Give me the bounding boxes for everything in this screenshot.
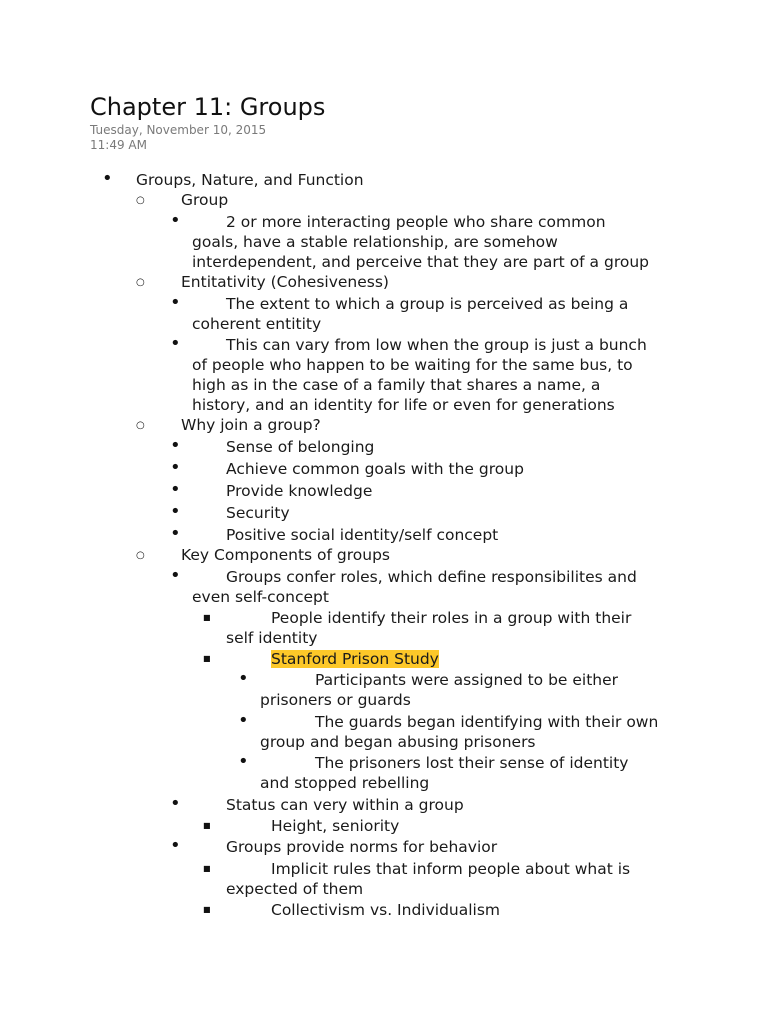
bullet-square-icon xyxy=(203,899,211,920)
bullet-dot-icon xyxy=(170,458,181,478)
list-item: Achieve common goals with the group xyxy=(226,460,524,478)
bullet-square-icon xyxy=(203,607,211,628)
list-item: Implicit rules that inform people about what is xyxy=(271,860,631,878)
bullet-circle-icon xyxy=(136,190,145,211)
bullet-dot-icon xyxy=(170,524,181,544)
list-item-continuation: prisoners or guards xyxy=(260,691,411,709)
note-date: Tuesday, November 10, 2015 xyxy=(90,123,267,137)
bullet-dot-icon xyxy=(170,502,181,522)
bullet-dot-icon xyxy=(170,566,181,586)
list-item: Sense of belonging xyxy=(226,438,375,456)
list-item: Entitativity (Cohesiveness) xyxy=(181,273,389,291)
highlighted-text: Stanford Prison Study xyxy=(271,650,439,668)
bullet-dot-icon xyxy=(238,711,249,731)
bullet-dot-icon xyxy=(170,211,181,231)
list-item-continuation: history, and an identity for life or even for generations xyxy=(192,396,615,414)
list-item: Collectivism vs. Individualism xyxy=(271,901,501,919)
list-item: Groups provide norms for behavior xyxy=(226,838,498,856)
bullet-square-icon xyxy=(203,648,211,669)
list-item: 2 or more interacting people who share common xyxy=(226,213,606,231)
bullet-dot-icon xyxy=(170,293,181,313)
list-item: This can vary from low when the group is just a bunch xyxy=(226,336,647,354)
bullet-dot-icon xyxy=(102,169,113,189)
list-item: Security xyxy=(226,504,290,522)
list-item: Status can very within a group xyxy=(226,796,464,814)
list-item-continuation: group and began abusing prisoners xyxy=(260,733,536,751)
list-item-continuation: and stopped rebelling xyxy=(260,774,430,792)
list-item: Provide knowledge xyxy=(226,482,373,500)
bullet-dot-icon xyxy=(238,669,249,689)
list-item-continuation: even self-concept xyxy=(192,588,329,606)
bullet-square-icon xyxy=(203,815,211,836)
bullet-dot-icon xyxy=(170,334,181,354)
list-item: People identify their roles in a group with their xyxy=(271,609,632,627)
bullet-dot-icon xyxy=(170,436,181,456)
list-item-continuation: self identity xyxy=(226,629,318,647)
list-item: The guards began identifying with their own xyxy=(315,713,659,731)
list-item-continuation: interdependent, and perceive that they are part of a group xyxy=(192,253,650,271)
list-item: The prisoners lost their sense of identity xyxy=(315,754,629,772)
list-item: Groups, Nature, and Function xyxy=(136,171,364,189)
bullet-square-icon xyxy=(203,858,211,879)
list-item-continuation: of people who happen to be waiting for the same bus, to xyxy=(192,356,633,374)
list-item-continuation: expected of them xyxy=(226,880,364,898)
note-time: 11:49 AM xyxy=(90,138,147,152)
list-item: Positive social identity/self concept xyxy=(226,526,499,544)
list-item-continuation: high as in the case of a family that shares a name, a xyxy=(192,376,601,394)
bullet-dot-icon xyxy=(170,794,181,814)
bullet-circle-icon xyxy=(136,272,145,293)
list-item: Why join a group? xyxy=(181,416,321,434)
list-item: Group xyxy=(181,191,229,209)
list-item-continuation: goals, have a stable relationship, are somehow xyxy=(192,233,558,251)
list-item: Key Components of groups xyxy=(181,546,390,564)
bullet-dot-icon xyxy=(170,480,181,500)
list-item: Height, seniority xyxy=(271,817,400,835)
bullet-circle-icon xyxy=(136,545,145,566)
bullet-dot-icon xyxy=(238,752,249,772)
list-item: Participants were assigned to be either xyxy=(315,671,619,689)
page-title: Chapter 11: Groups xyxy=(90,93,326,121)
list-item: Groups confer roles, which define responsibilites and xyxy=(226,568,637,586)
bullet-dot-icon xyxy=(170,836,181,856)
list-item-continuation: coherent entitity xyxy=(192,315,322,333)
bullet-circle-icon xyxy=(136,415,145,436)
list-item-highlighted xyxy=(271,649,439,669)
list-item: The extent to which a group is perceived as being a xyxy=(226,295,629,313)
